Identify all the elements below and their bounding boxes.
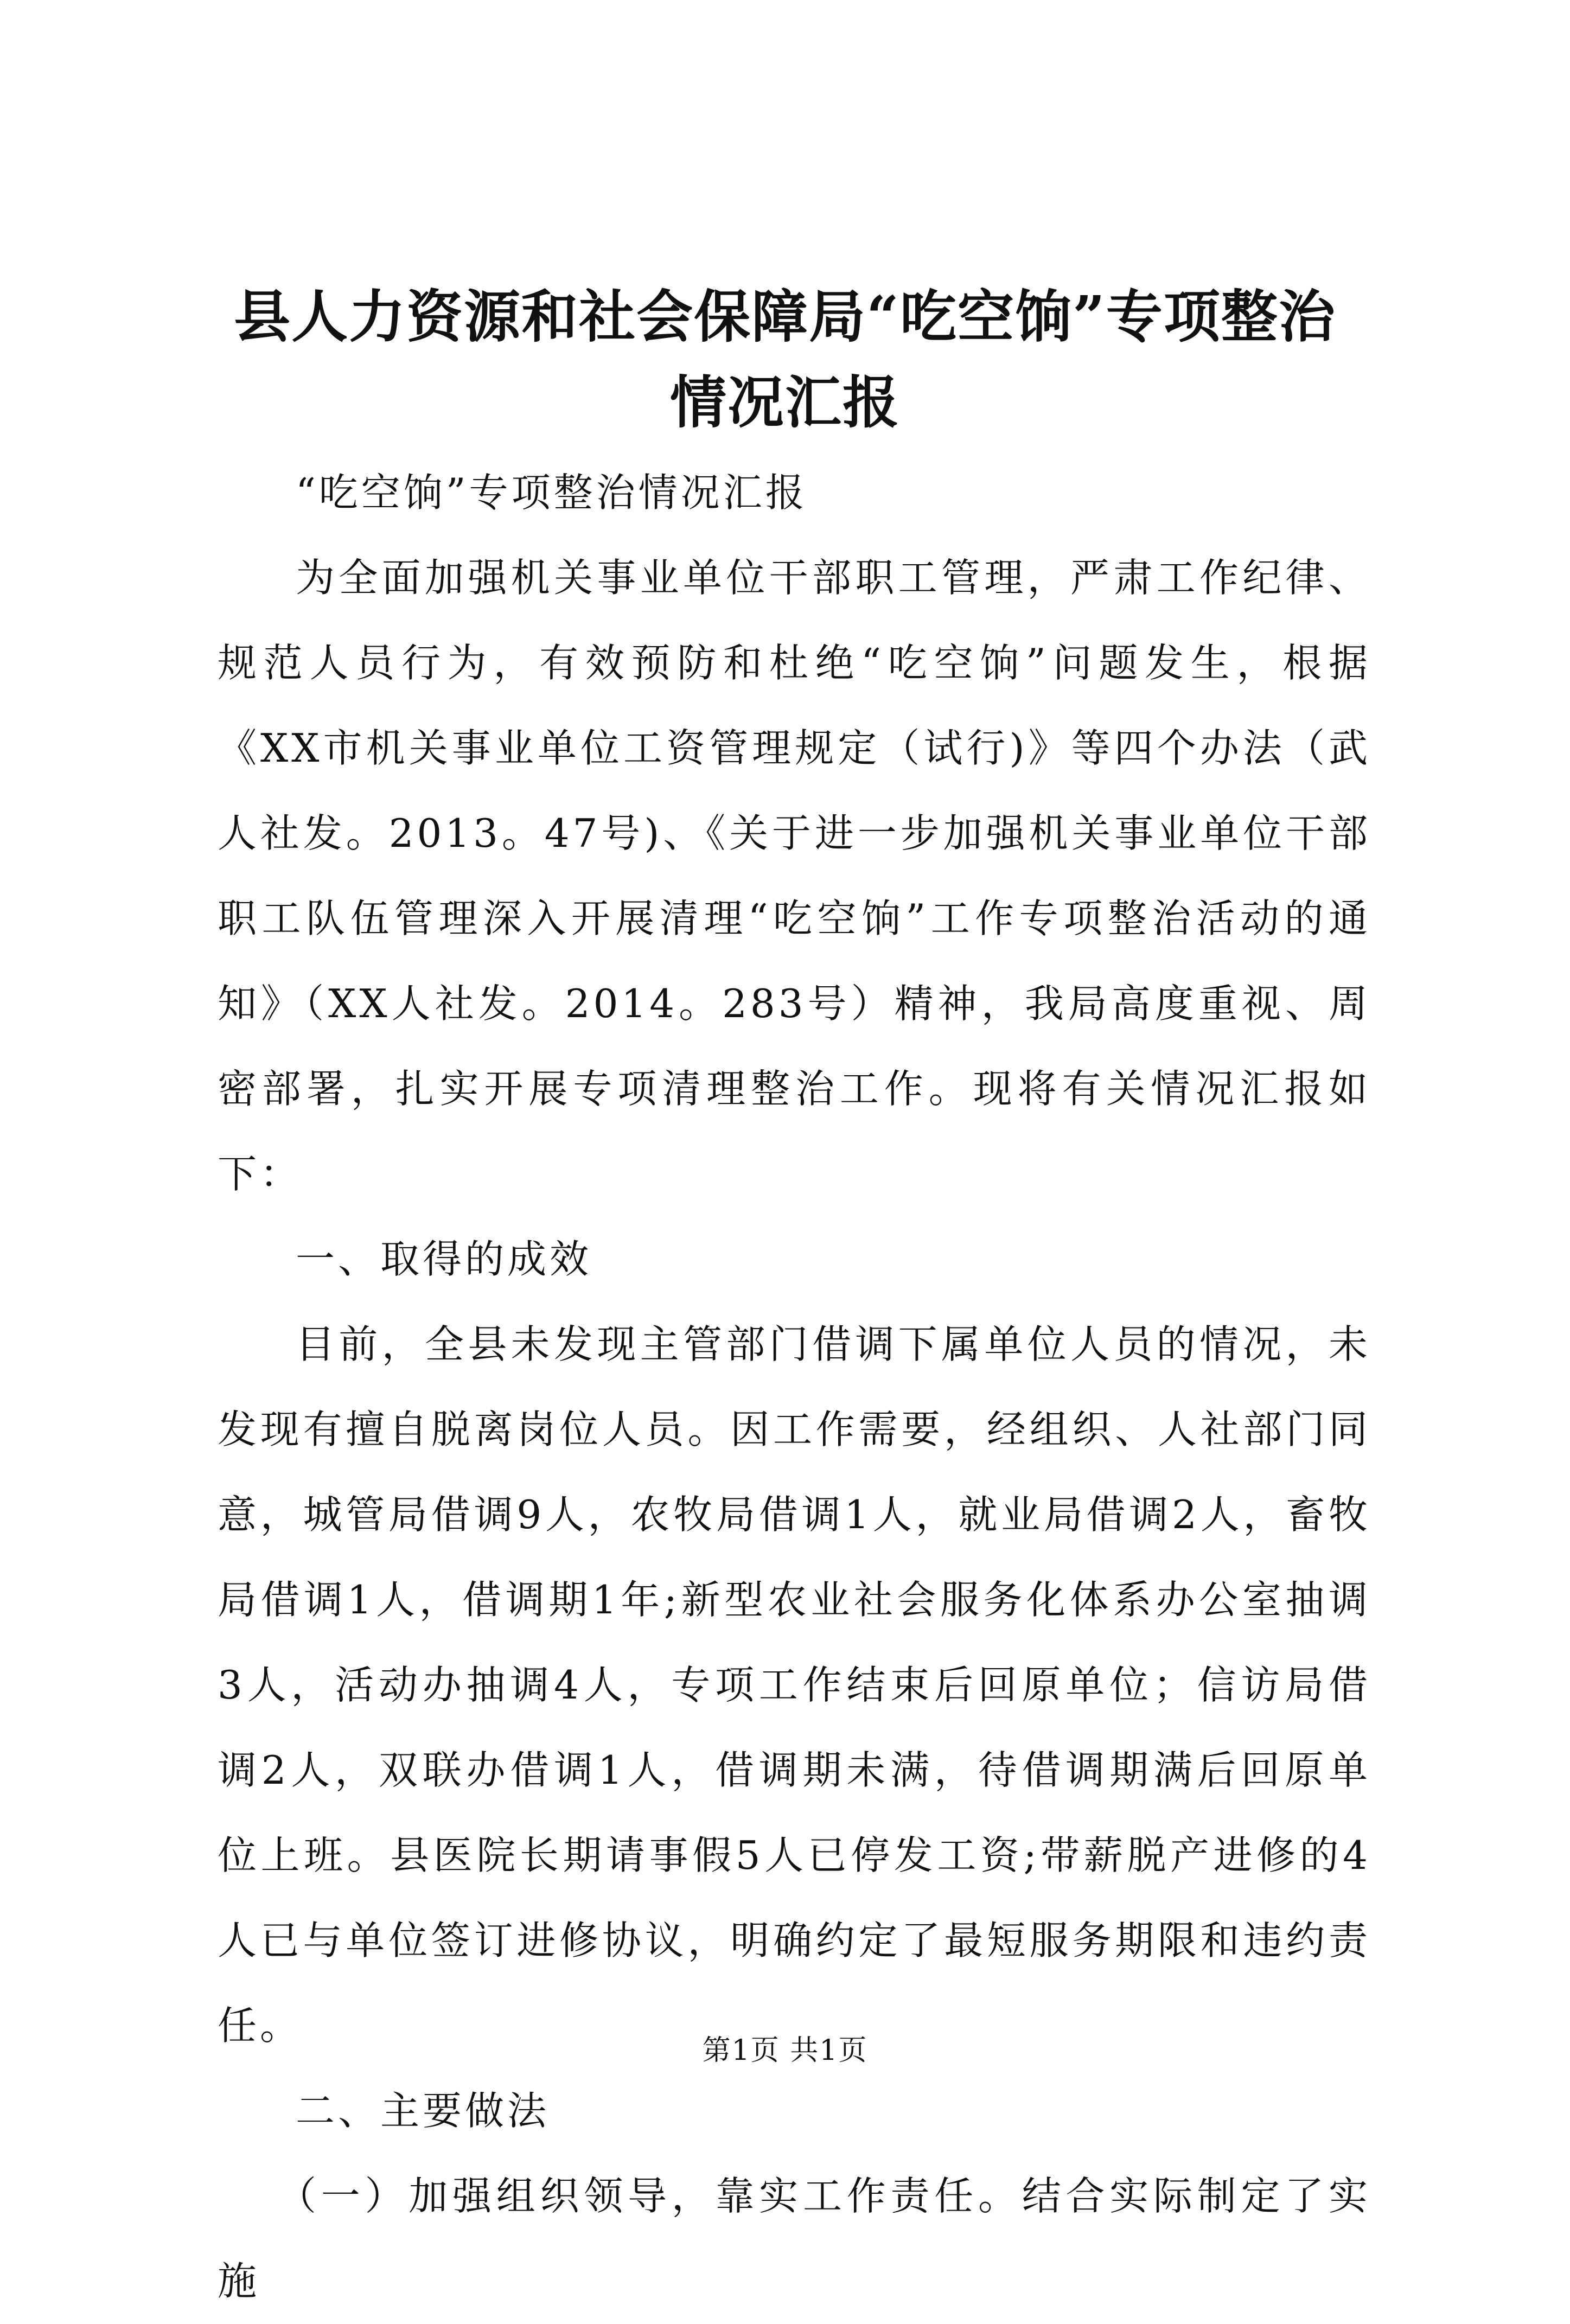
- document-subtitle: “吃空饷”专项整治情况汇报: [296, 470, 808, 515]
- page-indicator: 第1页 共1页: [702, 2034, 868, 2067]
- achievements-paragraph: 目前，全县未发现主管部门借调下属单位人员的情况，未发现有擅自脱离岗位人员。因工作需要，经组织、人社部门同意，城管局借调9人，农牧局借调1人，就业局借调2人，畜牧局借调1人，借调期1年;新型农业社会服务化体系办公室抽调3人，活动办抽调4人，专项工作结束后回原单位；信访局借调2人，双联办借调1人，借调期未满，待借调期满后回原单位上班。县医院长期请事假5人已停发工资;带薪脱产进修的4人已与单位签订进修协议，明确约定了最短服务期限和违约责任。: [218, 1321, 1371, 2048]
- section-heading-achievements: 一、取得的成效: [296, 1236, 592, 1282]
- practice-item-1: （一）加强组织领导，靠实工作责任。结合实际制定了实施: [218, 2173, 1371, 2304]
- page-footer: [0, 2032, 1570, 2070]
- document-title-line1: 县人力资源和社会保障局“吃空饷”专项整治: [234, 283, 1336, 350]
- intro-paragraph: 为全面加强机关事业单位干部职工管理，严肃工作纪律、规范人员行为，有效预防和杜绝“吃空饷”问题发生，根据《XX市机关事业单位工资管理规定（试行)》等四个办法（武人社发。2013。47号)、《关于进一步加强机关事业单位干部职工队伍管理深入开展清理“吃空饷”工作专项整治活动的通知》（XX人社发。2014。283号）精神，我局高度重视、周密部署，扎实开展专项清理整治工作。现将有关情况汇报如下：: [218, 555, 1371, 1197]
- section-heading-main-practices: 二、主要做法: [296, 2088, 550, 2134]
- document-title: [163, 274, 1407, 445]
- document-title-line2: 情况汇报: [669, 369, 900, 436]
